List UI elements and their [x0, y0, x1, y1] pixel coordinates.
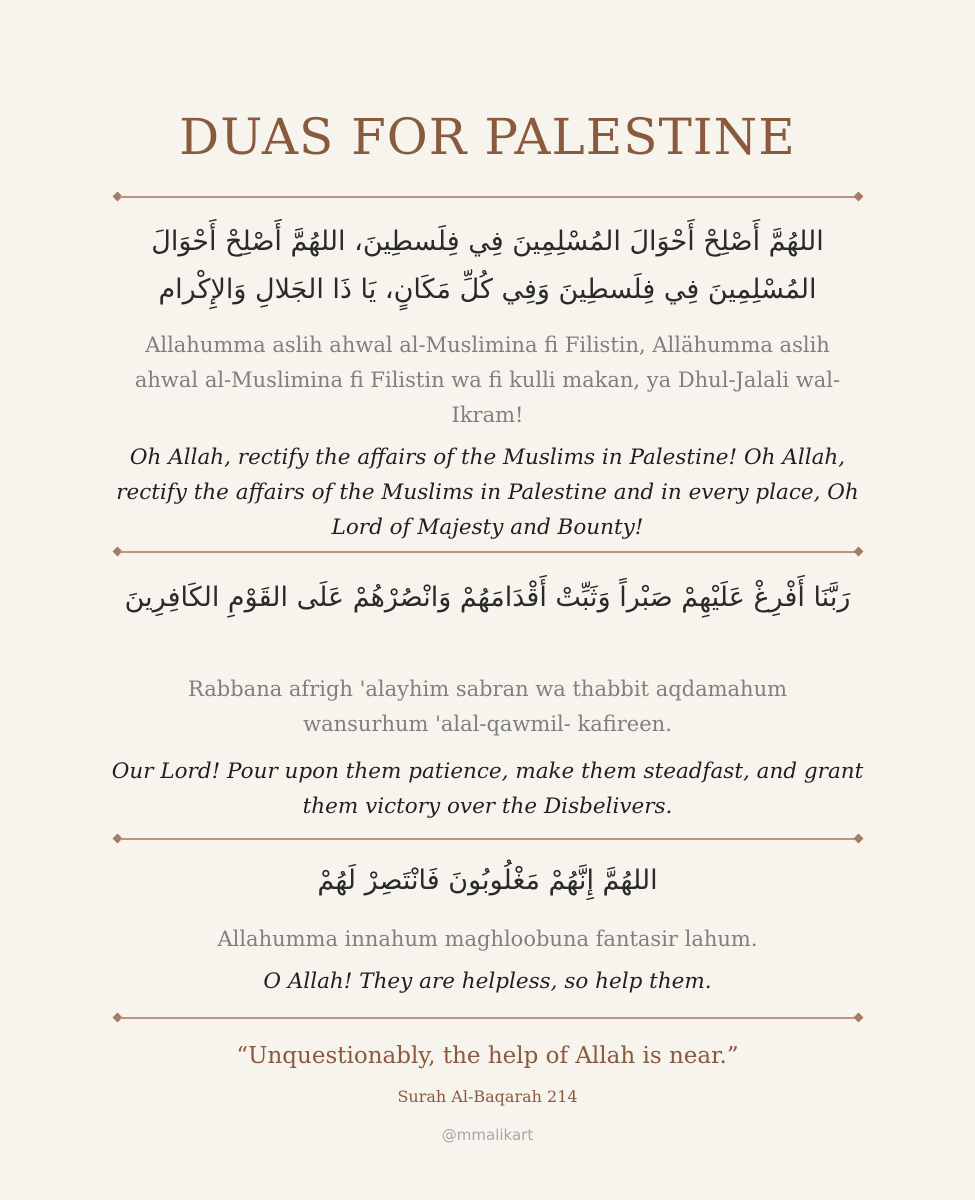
dua-2-arabic: رَبَّنَا أَفْرِغْ عَلَيْهِمْ صَبْراً وَثَبِّتْ أَقْدَامَهُمْ وَانْصُرْهُمْ عَلَى القَوْمِ الكَافِرِينَ: [124, 582, 851, 613]
divider-line: [120, 551, 856, 553]
author-handle: @mmalikart: [441, 1126, 534, 1144]
dua-2-transliteration: Rabbana afrigh 'alayhim sabran wa thabbit aqdamahum wansurhum 'alal-qawmil- kafireen.: [187, 677, 788, 736]
divider-line: [120, 1017, 856, 1019]
diamond-ornament-icon: [854, 834, 864, 844]
divider-bottom: [114, 1012, 862, 1024]
diamond-ornament-icon: [854, 1013, 864, 1023]
divider-2: [114, 833, 862, 845]
dua-3-arabic: اللهُمَّ إِنَّهُمْ مَغْلُوبُونَ فَانْتَصِرْ لَهُمْ: [317, 865, 658, 896]
dua-2-translation: Our Lord! Pour upon them patience, make them steadfast, and grant them victory over the Disbelivers.: [111, 759, 864, 819]
page-title: DUAS FOR PALESTINE: [179, 108, 796, 166]
divider-line: [120, 838, 856, 840]
dua-1-transliteration: Allahumma aslih ahwal al-Muslimina fi Filistin, Allähumma aslih ahwal al-Muslimina fi Filistin wa fi kulli makan, ya Dhul-Jalali wal-Ikram!: [134, 333, 841, 427]
dua-1-translation: Oh Allah, rectify the affairs of the Muslims in Palestine! Oh Allah, rectify the affairs of the Muslims in Palestine and in every place, Oh Lord of Majesty and Bounty!: [116, 445, 859, 540]
quote-source: Surah Al-Baqarah 214: [397, 1087, 578, 1106]
dua-3-transliteration: Allahumma innahum maghloobuna fantasir lahum.: [217, 927, 758, 951]
divider-1: [114, 546, 862, 558]
closing-quote: “Unquestionably, the help of Allah is near.”: [236, 1043, 739, 1069]
dua-3-translation: O Allah! They are helpless, so help them.: [263, 969, 712, 994]
diamond-ornament-icon: [854, 547, 864, 557]
diamond-ornament-icon: [854, 192, 864, 202]
divider-line: [120, 196, 856, 198]
divider-top: [114, 191, 862, 203]
dua-1-arabic: اللهُمَّ أَصْلِحْ أَحْوَالَ المُسْلِمِينَ فِي فِلَسطِينَ، اللهُمَّ أَصْلِحْ أَحْوَالَ المُسْلِمِينَ فِي فِلَسطِينَ وَفِي كُلِّ مَكَانٍ، يَا ذَا الجَلالِ وَالإِكْرام: [151, 226, 824, 305]
